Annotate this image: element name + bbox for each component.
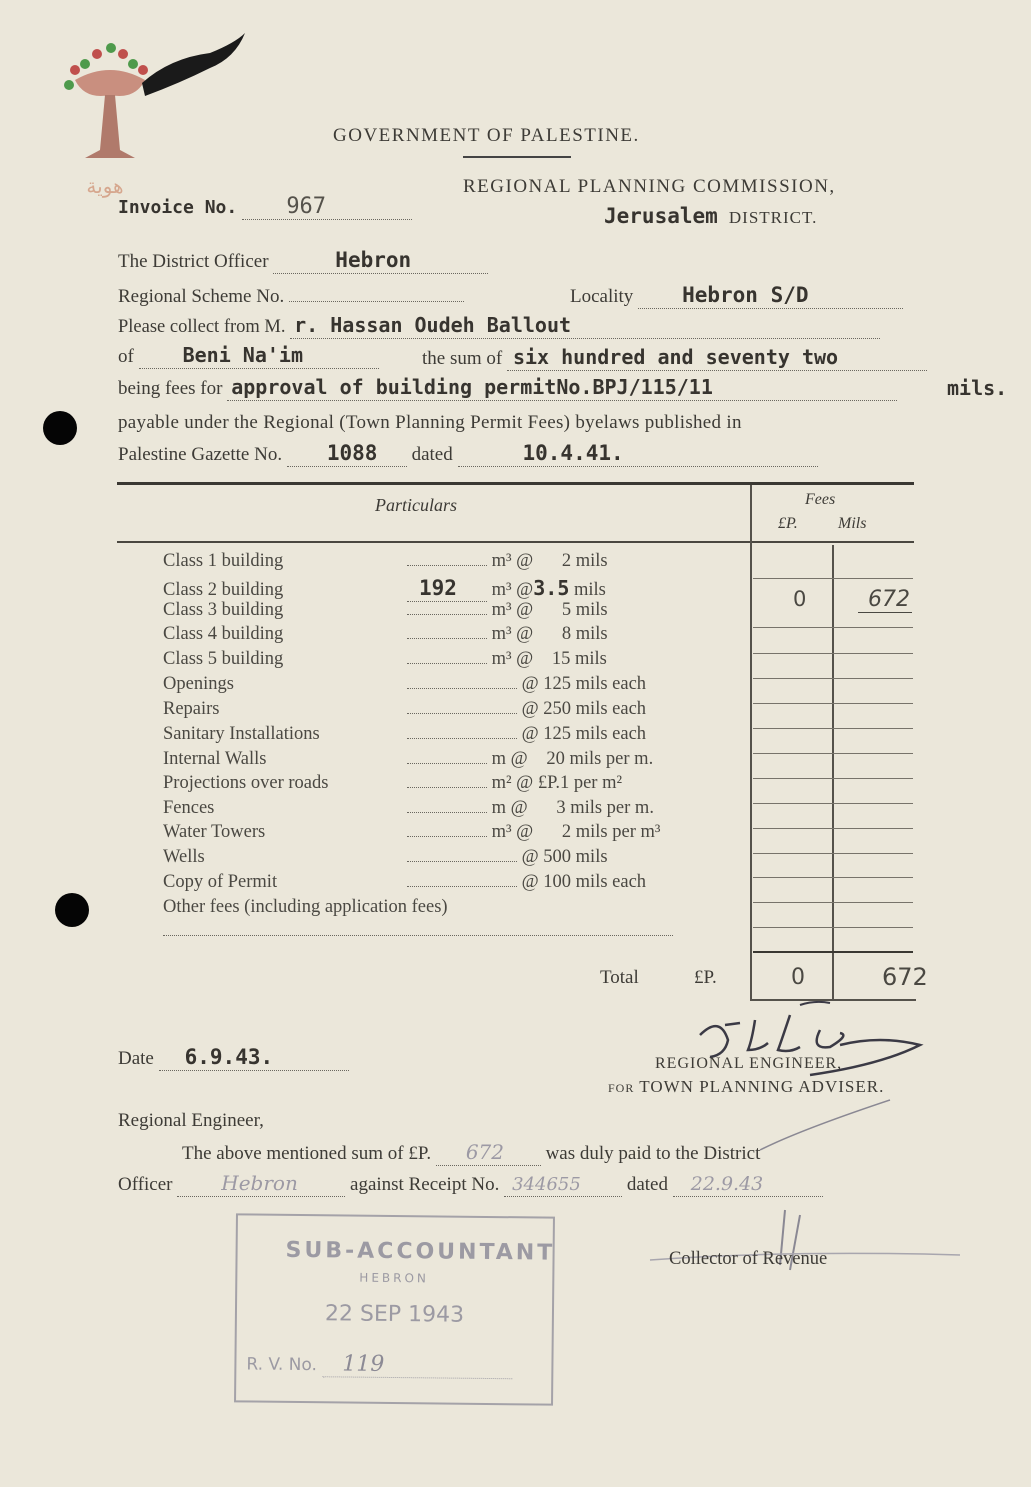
commission-title: REGIONAL PLANNING COMMISSION, — [463, 176, 836, 197]
engineer-title: REGIONAL ENGINEER, — [655, 1055, 843, 1072]
fee-row-rule — [753, 778, 913, 779]
fee-row-rule — [753, 877, 913, 878]
table-row — [163, 773, 622, 794]
sum-line — [422, 345, 927, 371]
row-qty-field — [407, 763, 487, 764]
table-row — [163, 576, 606, 602]
row-rate: 20 mils per m. — [546, 749, 654, 769]
fee-row-rule — [753, 828, 913, 829]
dated-value: 10.4.41. — [522, 441, 624, 465]
row-item: Openings — [163, 674, 234, 694]
row-rate-suffix: mils — [573, 580, 606, 600]
paid-field — [436, 1140, 541, 1166]
paid-suffix: was duly paid to the District — [545, 1143, 761, 1164]
stamp-rv-value: 119 — [342, 1351, 385, 1377]
row-qty-field — [407, 812, 487, 813]
row-unit: m³ @ — [491, 649, 534, 669]
table-row — [163, 649, 607, 670]
collector-label: Collector of Revenue — [669, 1249, 828, 1269]
row-item: Class 3 building — [163, 600, 284, 620]
row-item: Internal Walls — [163, 749, 267, 769]
locality-label: Locality — [570, 286, 634, 307]
row-qty-field — [407, 565, 487, 566]
class2-mils-value: 672 — [868, 587, 910, 612]
table-divider-fees — [750, 485, 752, 1000]
row-unit: m³ @ — [491, 600, 534, 620]
row-unit: @ — [521, 847, 539, 867]
district-officer-label: The District Officer — [118, 251, 269, 272]
regional-engineer-label: Regional Engineer, — [118, 1110, 264, 1131]
table-row — [163, 600, 608, 621]
stamp-rv-field — [322, 1351, 512, 1379]
table-divider-mils — [832, 545, 834, 1000]
stamp-title: SUB-ACCOUNTANT — [285, 1237, 556, 1266]
row-item: Fences — [163, 798, 215, 818]
district-label: DISTRICT. — [728, 208, 818, 227]
invoice-label: Invoice No. — [118, 197, 238, 218]
sum-label: the sum of — [422, 348, 503, 369]
row-qty-field — [407, 713, 517, 714]
punch-hole — [43, 411, 77, 445]
stamp-place: HEBRON — [359, 1270, 430, 1286]
gazette-label: Palestine Gazette No. — [118, 444, 283, 465]
fee-row-rule — [753, 853, 913, 854]
adviser-title: for TOWN PLANNING ADVISER. — [608, 1077, 885, 1096]
row-qty-field — [407, 638, 487, 639]
row-rate: 250 mils each — [543, 699, 647, 719]
row-unit: m³ @ — [491, 624, 534, 644]
row-unit: m @ — [491, 798, 528, 818]
row-qty-field — [407, 738, 517, 739]
punch-hole — [55, 893, 89, 927]
table-row — [163, 674, 646, 695]
collect-line — [118, 313, 880, 339]
district-line — [604, 204, 817, 228]
row-qty-field — [407, 663, 487, 664]
district-value: Jerusalem — [604, 204, 718, 228]
dated-label: dated — [411, 444, 453, 465]
scheme-label: Regional Scheme No. — [118, 286, 285, 307]
of-line — [118, 343, 379, 369]
of-field — [139, 343, 379, 369]
stamp-date: 22 SEP 1943 — [324, 1301, 465, 1328]
row-unit: @ — [521, 724, 539, 744]
mils-label: mils. — [947, 376, 1008, 400]
row-item: Projections over roads — [163, 773, 329, 793]
row-item: Water Towers — [163, 822, 266, 842]
row-rate: £P.1 per m² — [537, 773, 623, 793]
table-row — [163, 822, 660, 843]
fee-row-rule — [753, 951, 913, 953]
particulars-header: Particulars — [375, 495, 458, 515]
fee-row-rule — [753, 927, 913, 928]
officer-value: Hebron — [221, 1171, 298, 1195]
table-row — [163, 551, 608, 572]
date-line — [118, 1045, 349, 1071]
collect-value: r. Hassan Oudeh Ballout — [294, 313, 572, 337]
table-row — [163, 872, 646, 893]
row-rate: 500 mils — [543, 847, 608, 867]
row-item: Sanitary Installations — [163, 724, 320, 744]
class2-lp-value: 0 — [793, 587, 807, 611]
table-row — [163, 699, 646, 720]
other-fees-dotted-line — [163, 935, 673, 936]
fees-for-field — [227, 375, 897, 401]
row-item: Wells — [163, 847, 205, 867]
fee-row-rule — [753, 678, 913, 679]
row-rate: 3 mils per m. — [556, 798, 654, 818]
fee-row-rule — [753, 703, 913, 704]
row-rate: 2 mils — [561, 551, 608, 571]
row-item: Class 4 building — [163, 624, 284, 644]
receipt-dated-value: 22.9.43 — [690, 1173, 764, 1195]
district-officer-field — [273, 248, 488, 274]
row-rate: 8 mils — [561, 624, 608, 644]
row-rate: 5 mils — [561, 600, 608, 620]
byelaws-text: payable under the Regional (Town Planning Permit Fees) byelaws published in — [118, 412, 742, 433]
title-underline — [463, 156, 571, 158]
row-rate: 3.5 — [533, 576, 570, 600]
district-officer-line — [118, 248, 488, 274]
officer-field — [177, 1171, 345, 1197]
sum-field — [507, 345, 927, 371]
row-unit: m³ @ — [491, 822, 534, 842]
receipt-label: against Receipt No. — [350, 1174, 500, 1195]
fees-header: Fees — [805, 491, 836, 508]
row-unit: @ — [521, 872, 539, 892]
row-unit: m² @ — [491, 773, 534, 793]
receipt-value: 344655 — [512, 1174, 581, 1195]
scheme-field — [289, 283, 464, 302]
row-qty-field — [407, 886, 517, 887]
fee-row-rule — [753, 578, 913, 579]
gazette-line — [118, 441, 818, 467]
fee-row-rule — [753, 753, 913, 754]
row-unit: m @ — [491, 749, 528, 769]
total-label: Total — [600, 967, 639, 988]
row-unit: @ — [521, 674, 539, 694]
sub-accountant-stamp — [234, 1213, 555, 1405]
collect-field — [290, 313, 880, 339]
table-row — [163, 624, 608, 645]
row-item: Class 5 building — [163, 649, 284, 669]
invoice-number: 967 — [286, 194, 327, 219]
government-title: GOVERNMENT OF PALESTINE. — [333, 125, 640, 146]
table-row — [163, 749, 653, 770]
fees-for-label: being fees for — [118, 378, 223, 399]
dated-field — [458, 441, 818, 467]
stamp-rv-line — [246, 1350, 512, 1379]
table-header-rule — [117, 541, 914, 543]
row-rate: 15 mils — [551, 649, 607, 669]
row-rate: 100 mils each — [543, 872, 647, 892]
district-officer-value: Hebron — [335, 248, 412, 272]
invoice-line — [118, 194, 412, 220]
total-lp-value: 0 — [791, 965, 805, 990]
row-qty-field — [407, 861, 517, 862]
scheme-line — [118, 283, 464, 308]
total-mils-value: 672 — [882, 963, 928, 991]
fee-row-rule — [753, 627, 913, 628]
table-row — [163, 798, 654, 819]
collect-label: Please collect from M. — [118, 317, 286, 337]
row-unit: m³ @ — [491, 580, 534, 600]
row-rate: 125 mils each — [543, 674, 647, 694]
of-value: Beni Na'im — [182, 343, 303, 367]
receipt-dated-label: dated — [626, 1174, 668, 1195]
row-qty-field — [407, 576, 487, 602]
fee-row-rule — [753, 653, 913, 654]
mils-header: Mils — [838, 515, 867, 532]
date-value: 6.9.43. — [184, 1045, 274, 1069]
fees-for-value: approval of building permitNo.BPJ/115/11 — [231, 375, 713, 399]
locality-line — [570, 283, 903, 309]
locality-field — [638, 283, 903, 309]
date-field — [159, 1045, 349, 1071]
total-currency: £P. — [694, 967, 717, 988]
row-qty-field — [407, 787, 487, 788]
receipt-field — [504, 1174, 622, 1197]
logo-text: هوية — [86, 174, 124, 198]
date-label: Date — [118, 1048, 154, 1069]
of-label: of — [118, 346, 134, 367]
row-qty-field — [407, 614, 487, 615]
lp-header: £P. — [778, 515, 798, 532]
gazette-field — [287, 441, 407, 467]
row-unit: m³ @ — [491, 551, 534, 571]
fee-row-rule — [753, 728, 913, 729]
paid-value: 672 — [465, 1140, 505, 1164]
row-rate: 2 mils per m³ — [561, 822, 661, 842]
row-item: Class 2 building — [163, 580, 284, 600]
paid-prefix: The above mentioned sum of £P. — [182, 1143, 432, 1164]
row-item: Copy of Permit — [163, 872, 278, 892]
table-top-rule — [117, 482, 914, 485]
row-qty: 192 — [419, 576, 457, 600]
row-rate: 125 mils each — [543, 724, 647, 744]
row-qty-field — [407, 836, 487, 837]
class2-mils-underline — [858, 612, 912, 613]
officer-label: Officer — [118, 1174, 173, 1195]
sum-value: six hundred and seventy two — [512, 345, 839, 369]
table-row — [163, 847, 608, 868]
stamp-rv-label: R. V. No. — [246, 1354, 318, 1376]
row-item: Class 1 building — [163, 551, 284, 571]
row-qty-field — [407, 688, 517, 689]
fee-row-rule — [753, 803, 913, 804]
row-item: Other fees (including application fees) — [163, 897, 448, 917]
row-item: Repairs — [163, 699, 220, 719]
ink-smudge — [140, 28, 250, 98]
table-row — [163, 897, 448, 918]
invoice-number-field — [242, 194, 412, 220]
table-row — [163, 724, 646, 745]
row-unit: @ — [521, 699, 539, 719]
fees-for-line — [118, 375, 897, 401]
fee-row-rule — [753, 902, 913, 903]
locality-value: Hebron S/D — [682, 283, 809, 307]
gazette-value: 1088 — [326, 441, 378, 465]
